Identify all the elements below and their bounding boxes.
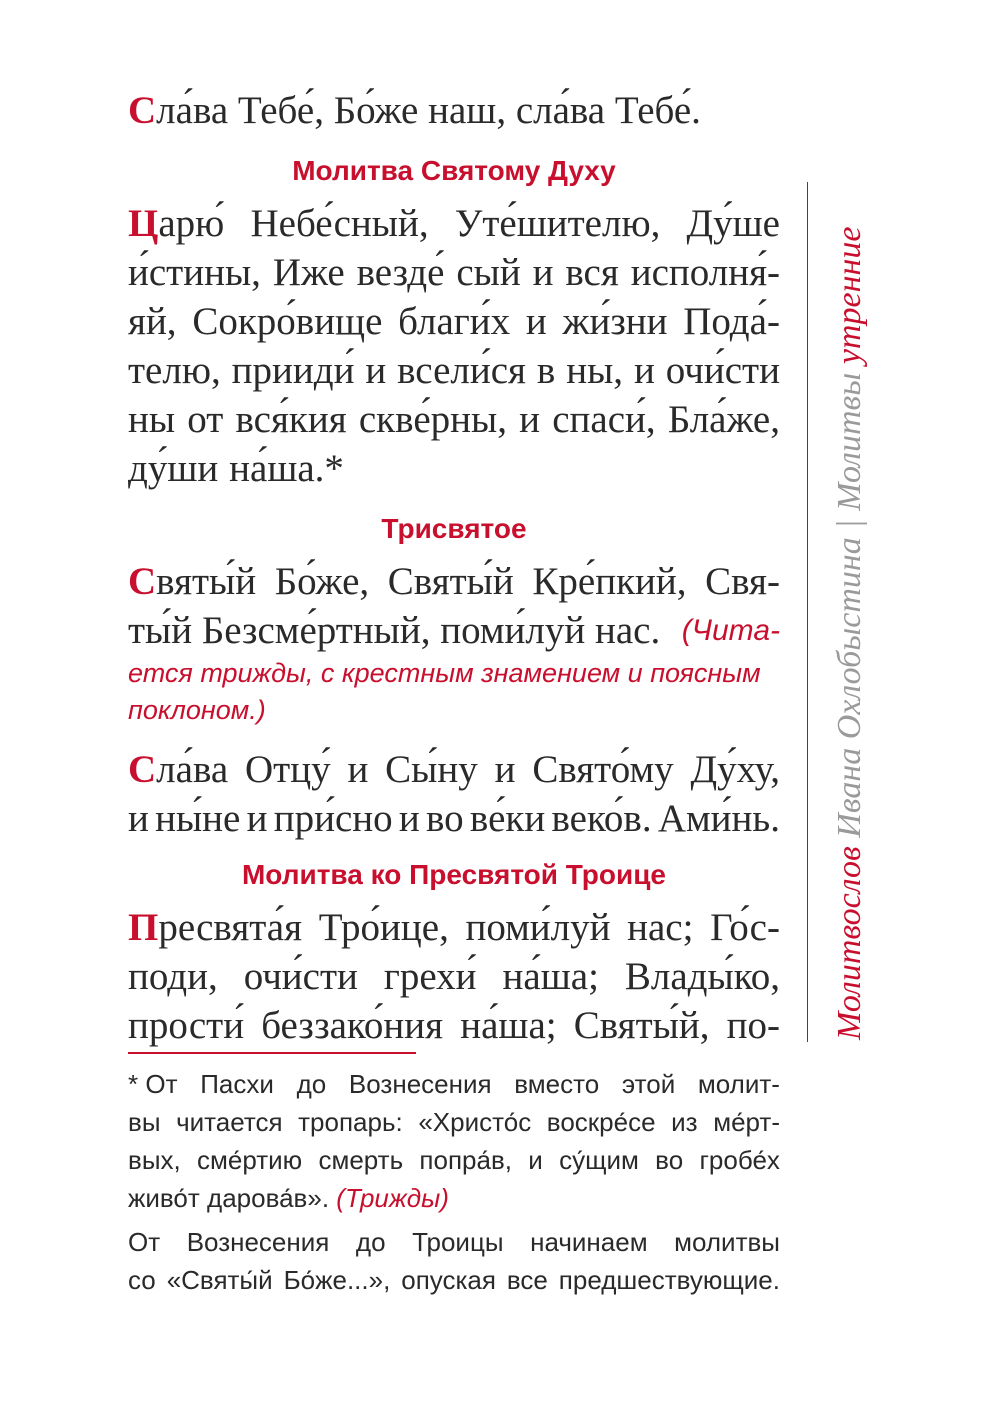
- running-title-subsection: утренние: [831, 226, 868, 365]
- word: поди,: [128, 955, 218, 998]
- word: Царю́: [128, 202, 225, 245]
- word: молитвы: [674, 1227, 780, 1257]
- main-text-column: [128, 86, 780, 1050]
- word: ны: [128, 398, 176, 441]
- word: ду́ши: [128, 447, 219, 490]
- word: во: [655, 1145, 684, 1175]
- word: Троицы: [412, 1227, 504, 1257]
- word: везде́: [356, 251, 445, 294]
- word: Ду́ху,: [690, 748, 780, 791]
- word: на́ша.*: [229, 447, 344, 490]
- running-title: [820, 160, 880, 1040]
- word: со: [128, 1265, 156, 1295]
- word: начинаем: [530, 1227, 648, 1257]
- prayer-holy-spirit: [128, 199, 780, 493]
- heading-trinity: Молитва ко Пресвятой Троице: [241, 859, 667, 890]
- prayer1-line: [128, 248, 780, 297]
- word: ме́рт-: [713, 1107, 780, 1137]
- word: Ами́нь.: [657, 797, 780, 840]
- word: От: [128, 1227, 161, 1257]
- drop-cap: Ц: [128, 202, 159, 245]
- word: тропарь:: [298, 1107, 403, 1137]
- opening-line: [128, 86, 780, 135]
- footnote1-line: [128, 1103, 780, 1141]
- margin-rule: [807, 182, 808, 1042]
- trisagion-rubric-line-2: ется трижды, с крестным знамением и поясным: [128, 658, 761, 688]
- footnote2-line: [128, 1261, 780, 1299]
- running-title-section: Молитвы: [831, 372, 868, 511]
- running-title-book: Молитвослов: [831, 846, 868, 1040]
- word: Отцу́: [245, 748, 331, 791]
- trinity-line: [128, 952, 780, 1001]
- word: прости́: [128, 1004, 245, 1047]
- prayer1-line: [128, 199, 780, 248]
- running-title-separator: |: [831, 519, 868, 529]
- trinity-line: [128, 903, 780, 952]
- footnote-rubric: (Трижды): [336, 1183, 449, 1213]
- opening-text: ла́ва Тебе́, Бо́же наш, сла́ва Тебе́.: [156, 89, 701, 132]
- word: вых,: [128, 1145, 181, 1175]
- word: вместо: [514, 1069, 600, 1099]
- word: прииди́: [231, 349, 355, 392]
- word: яй,: [128, 300, 177, 343]
- word: Святы́й: [128, 560, 257, 603]
- word: Бла́же,: [667, 398, 780, 441]
- word: на́ша;: [460, 1004, 557, 1047]
- drop-cap: С: [128, 560, 157, 603]
- word: нас;: [627, 906, 694, 949]
- heading-trisagion: Трисвятое: [381, 513, 527, 544]
- word: по-: [726, 1004, 780, 1047]
- word: до: [355, 1227, 386, 1257]
- word: Го́с-: [710, 906, 780, 949]
- word: грехи́: [383, 955, 477, 998]
- drop-cap: П: [128, 906, 159, 949]
- word: Святы́й: [387, 560, 514, 603]
- word: беззако́ния: [261, 1004, 444, 1047]
- word: вся: [565, 251, 619, 294]
- word: очи́сти: [665, 349, 780, 392]
- word: Влады́ко,: [624, 955, 780, 998]
- word: «Святы́й: [166, 1265, 273, 1295]
- footnote1-line: [128, 1141, 780, 1179]
- word: на́ша;: [502, 955, 599, 998]
- trisagion-rubric-line-3: поклоном.): [128, 695, 266, 725]
- word: и: [128, 797, 149, 840]
- prayer1-line: [128, 297, 780, 346]
- word: скве́рны,: [358, 398, 507, 441]
- footnote-easter: [128, 1065, 780, 1179]
- word: поми́луй: [465, 906, 611, 949]
- word: этой: [621, 1069, 676, 1099]
- word: вы: [128, 1107, 161, 1137]
- word: и: [246, 797, 268, 840]
- word: в: [536, 349, 556, 392]
- word: и: [398, 797, 420, 840]
- glory-line: [128, 745, 780, 794]
- prayer1-line: [128, 444, 780, 493]
- trisagion-line-1: [128, 557, 780, 606]
- word: Бо́же,: [274, 560, 370, 603]
- word: «Христо́с: [418, 1107, 532, 1137]
- word: предшествующие.: [558, 1265, 780, 1295]
- word: и: [525, 300, 547, 343]
- running-title-author: Ивана Охлобыстина: [831, 537, 868, 838]
- trisagion1-line: [128, 557, 780, 606]
- footnote1-line: [128, 1065, 780, 1103]
- word: Небе́сный,: [250, 202, 429, 245]
- trinity-line: [128, 1001, 780, 1050]
- word: ны́не: [155, 797, 241, 840]
- word: опуская: [401, 1265, 496, 1295]
- word: и: [347, 748, 369, 791]
- word: до: [296, 1069, 327, 1099]
- word: очи́сти: [243, 955, 358, 998]
- word: веко́в.: [551, 797, 652, 840]
- drop-cap: С: [128, 89, 157, 132]
- word: Свято́му: [532, 748, 674, 791]
- word: смерть: [318, 1145, 404, 1175]
- word: и: [633, 349, 655, 392]
- word: Уте́шителю,: [454, 202, 661, 245]
- word: Ду́ше: [686, 202, 780, 245]
- word: всели́ся: [397, 349, 526, 392]
- word: Тро́ице,: [318, 906, 449, 949]
- word: при́сно: [273, 797, 393, 840]
- word: Кре́пкий,: [532, 560, 687, 603]
- word: попра́в,: [419, 1145, 512, 1175]
- word: Пода́-: [683, 300, 780, 343]
- word: жи́зни: [562, 300, 668, 343]
- footnotes: [128, 1065, 780, 1299]
- word: ве́ки: [469, 797, 546, 840]
- word: телю,: [128, 349, 221, 392]
- word: благи́х: [398, 300, 511, 343]
- word: су́щим: [559, 1145, 639, 1175]
- word: читается: [176, 1107, 283, 1137]
- word: и: [365, 349, 387, 392]
- word: и: [519, 398, 541, 441]
- word: гробе́х: [699, 1145, 780, 1175]
- word: Пасхи: [200, 1069, 274, 1099]
- word: Сы́ну: [385, 748, 478, 791]
- prayer-trinity: [128, 903, 780, 1050]
- word: сме́ртию: [197, 1145, 303, 1175]
- word: Свя-: [705, 560, 780, 603]
- drop-cap: С: [128, 748, 157, 791]
- footnote2-line: [128, 1223, 780, 1261]
- word: во: [426, 797, 464, 840]
- word: и: [532, 251, 554, 294]
- footnote-rule: [128, 1052, 416, 1054]
- word: спаси́,: [552, 398, 656, 441]
- word: Бо́же...»,: [283, 1265, 391, 1295]
- word: вся́кия: [235, 398, 347, 441]
- word: Вознесения: [348, 1069, 492, 1099]
- footnote-easter-last: живо́т дарова́в». (Трижды): [128, 1179, 780, 1217]
- word: воскре́се: [546, 1107, 656, 1137]
- word: и́стины,: [128, 251, 261, 294]
- word: сый: [456, 251, 521, 294]
- word: ны,: [566, 349, 624, 392]
- word: все: [506, 1265, 548, 1295]
- word: из: [671, 1107, 698, 1137]
- word: Пресвята́я: [128, 906, 303, 949]
- glory-be: [128, 745, 780, 843]
- prayer1-line: [128, 395, 780, 444]
- prayer1-line: [128, 346, 780, 395]
- word: от: [187, 398, 224, 441]
- trisagion-line-2: ты́й Безсме́ртный, поми́луй нас. (Чита-: [128, 606, 780, 655]
- word: и: [528, 1145, 543, 1175]
- word: Иже: [272, 251, 345, 294]
- glory-line: [128, 794, 780, 843]
- heading-holy-spirit: Молитва Святому Духу: [292, 155, 616, 186]
- word: * От: [128, 1069, 178, 1099]
- trisagion-rubric-start: (Чита-: [681, 614, 780, 647]
- word: Святы́й,: [573, 1004, 710, 1047]
- word: исполня́-: [630, 251, 780, 294]
- word: Сокро́вище: [192, 300, 383, 343]
- word: Сла́ва: [128, 748, 229, 791]
- word: и: [494, 748, 516, 791]
- word: молит-: [697, 1069, 780, 1099]
- footnote-ascension: [128, 1223, 780, 1299]
- word: Вознесения: [186, 1227, 330, 1257]
